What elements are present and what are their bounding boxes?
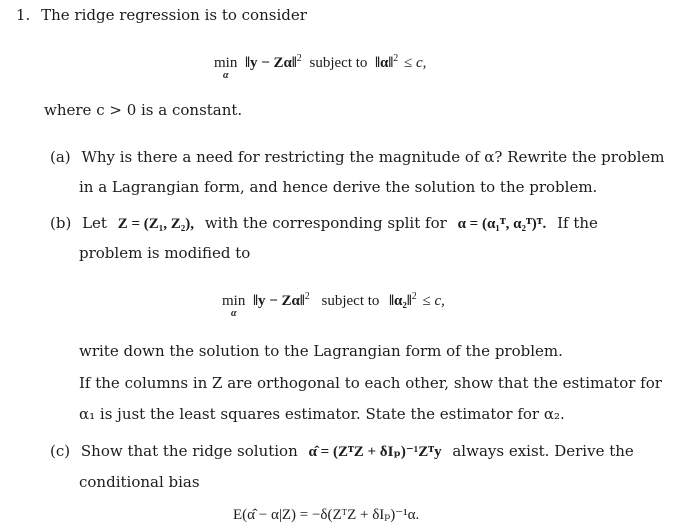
equation-modified	[222, 292, 445, 310]
part-a-line-1	[50, 148, 665, 166]
part-b-line-1	[50, 214, 598, 233]
part-a-text-1: Why is there a need for restricting the magnitude of α? Rewrite the problem	[81, 148, 665, 166]
eq2-mid: subject to	[321, 293, 380, 309]
part-b-z-split: Z = (Z₁, Z₂),	[117, 216, 195, 232]
eq1-tail: ≤ c,	[404, 55, 427, 71]
equation-ridge	[214, 54, 426, 72]
part-b-text-1e: If the	[557, 214, 598, 232]
part-b-text-1c: with the corresponding split for	[204, 214, 447, 232]
eq2-cpow: 2	[411, 291, 417, 302]
part-c-line-1	[50, 442, 634, 461]
part-c-text-1c: always exist. Derive the	[452, 442, 634, 460]
eq1-cpow: 2	[393, 53, 399, 64]
part-c-text-1a: Show that the ridge solution	[80, 442, 298, 460]
part-b-alpha-split: α = (α₁ᵀ, α₂ᵀ)ᵀ.	[457, 216, 547, 232]
eq1-constraint: ‖α‖	[375, 55, 394, 71]
eq2-pow: 2	[304, 291, 310, 302]
eq1-sub: α	[223, 70, 229, 81]
part-b-line-4: If the columns in Z are orthogonal to each other, show that the estimator for	[79, 374, 662, 392]
eq1-mid: subject to	[309, 55, 368, 71]
where-clause: where c > 0 is a constant.	[44, 101, 243, 119]
part-b-line-5: α₁ is just the least squares estimator. State the estimator for α₂.	[79, 405, 565, 423]
part-a-label: (a)	[50, 148, 71, 166]
eq1-pow: 2	[296, 53, 302, 64]
part-b-text-1a: Let	[82, 214, 107, 232]
problem-intro: The ridge regression is to consider	[41, 6, 307, 24]
eq2-tail: ≤ c,	[422, 293, 445, 309]
problem-header	[16, 6, 307, 24]
problem-number: 1.	[16, 6, 31, 24]
eq1-norm: ‖y − Zα‖	[245, 55, 297, 71]
eq2-min: min	[222, 293, 246, 309]
part-a-line-2: in a Lagrangian form, and hence derive the solution to the problem.	[79, 178, 598, 196]
eq1-min: min	[214, 55, 238, 71]
part-b-line-3: write down the solution to the Lagrangian form of the problem.	[79, 342, 563, 360]
part-c-label: (c)	[50, 442, 71, 460]
part-c-ridge-solution: α̂ = (ZᵀZ + δIₚ)⁻¹Zᵀy	[308, 444, 442, 460]
eq2-sub: α	[231, 308, 237, 319]
eq2-constraint: ‖α₂‖	[389, 293, 412, 309]
part-b-label: (b)	[50, 214, 72, 232]
equation-bias: E(α̂ − α|Z) = −δ(ZᵀZ + δIₚ)⁻¹α.	[233, 507, 420, 523]
eq2-norm: ‖y − Zα‖	[253, 293, 305, 309]
part-b-line-2: problem is modified to	[79, 244, 251, 262]
part-c-line-2: conditional bias	[79, 473, 200, 491]
